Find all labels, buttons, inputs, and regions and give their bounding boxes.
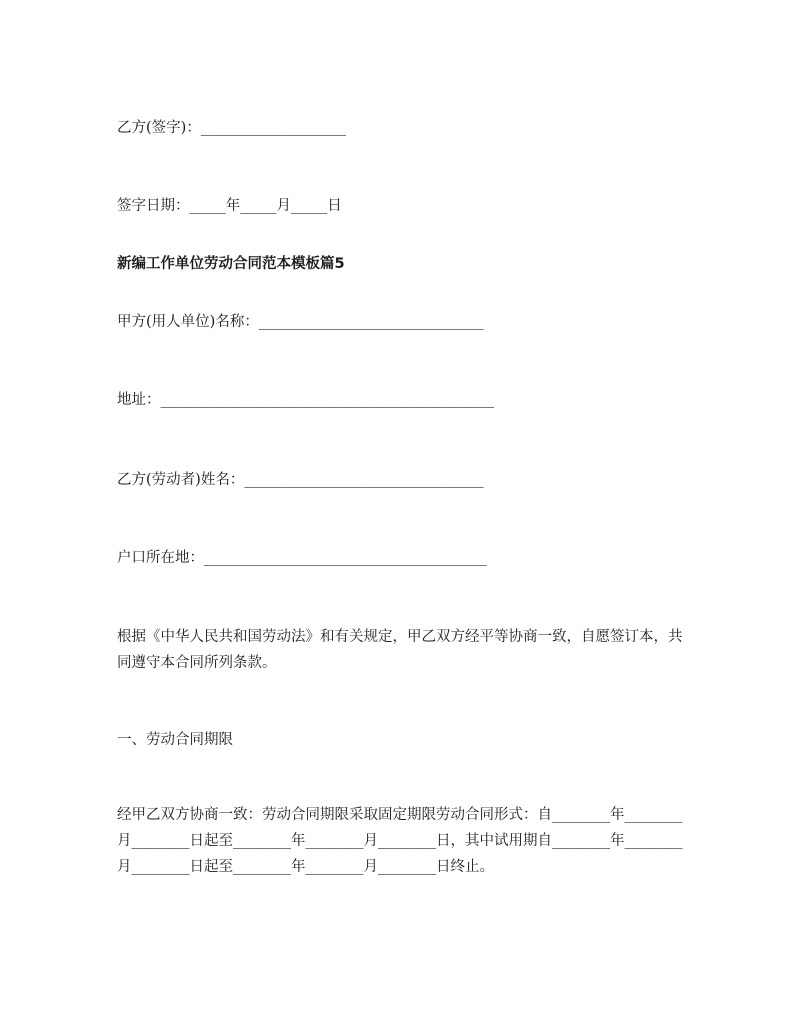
clause-one-body: 经甲乙双方协商一致：劳动合同期限采取固定期限劳动合同形式：自________年________月________日起至________年________月________日，其中试用期自________年________月________日起至________年________月________日终止。	[117, 807, 683, 875]
household-registration-line: 户口所在地：_______________________________________	[117, 550, 487, 566]
intro-paragraph: 根据《中华人民共和国劳动法》和有关规定，甲乙双方经平等协商一致，自愿签订本，共同遵守本合同所列条款。	[117, 629, 683, 671]
address-line: 地址：______________________________________________	[117, 392, 494, 408]
party-b-signature-line: 乙方(签字)：____________________	[117, 120, 346, 136]
party-a-name-line: 甲方(用人单位)名称：_______________________________	[117, 314, 484, 330]
party-b-name-line: 乙方(劳动者)姓名：_________________________________	[117, 472, 484, 488]
signature-date-line: 签字日期：_____年_____月_____日	[117, 198, 342, 214]
clause-one-heading: 一、劳动合同期限	[117, 732, 233, 748]
section-title: 新编工作单位劳动合同范本模板篇5	[117, 256, 345, 272]
